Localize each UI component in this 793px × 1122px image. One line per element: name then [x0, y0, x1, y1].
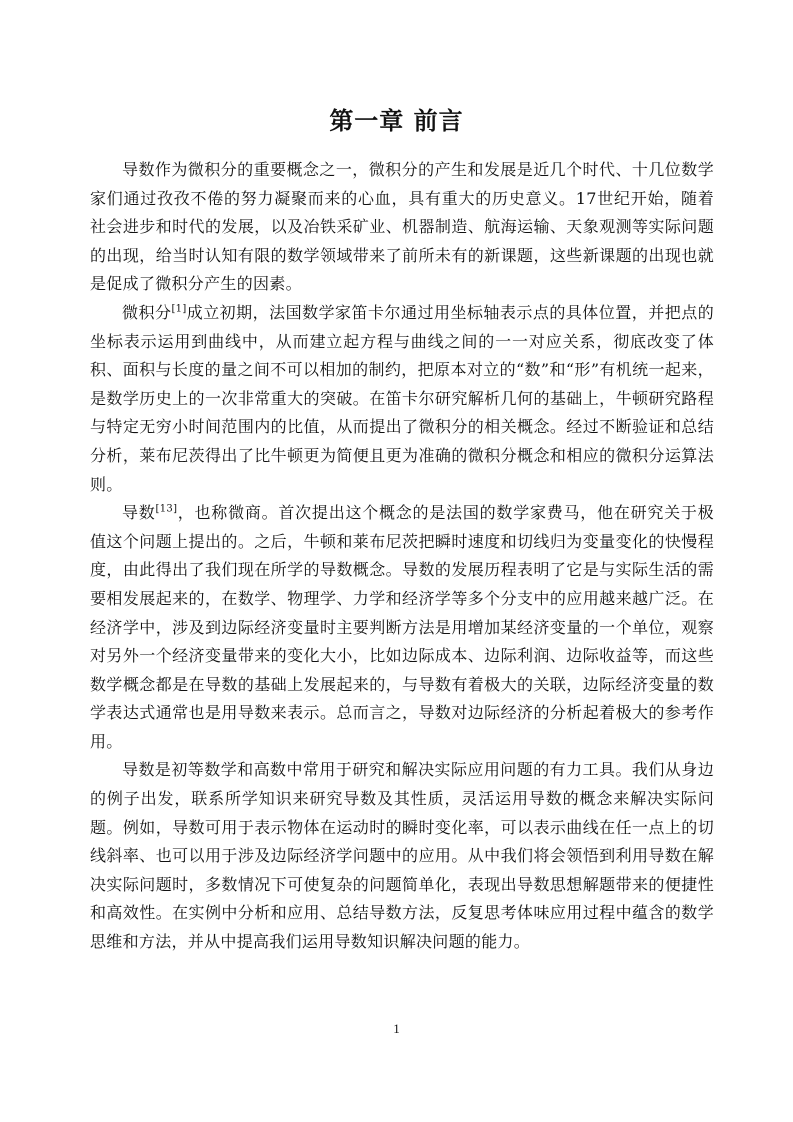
paragraph-lead: 微积分 [122, 302, 172, 322]
paragraph-text: 成立初期，法国数学家笛卡尔通过用坐标轴表示点的具体位置，并把点的坐标表示运用到曲线中，从而建立起方程与曲线之间的一一对应关系，彻底改变了体积、面积与长度的量之间不可以相加的制约，把原本对立的“数”和“形”有机统一起来，是数学历史上的一次非常重大的突破。在笛卡尔研究解析几何的基础上，牛顿研究路程与特定无穷小时间范围内的比值，从而提出了微积分的相关概念。经过不断验证和总结分析，莱布尼茨得出了比牛顿更为简便且更为准确的微积分概念和相应的微积分运算法则。 [90, 302, 714, 494]
chapter-title: 第一章 前言 [329, 107, 464, 135]
paragraph-2 [90, 299, 714, 499]
paragraph-4 [90, 756, 714, 956]
citation-ref: [13] [155, 503, 178, 515]
body-text [90, 156, 714, 957]
page-number: 1 [393, 1021, 400, 1036]
paragraph-text: 导数是初等数学和高数中常用于研究和解决实际应用问题的有力工具。我们从身边的例子出发，联系所学知识来研究导数及其性质，灵活运用导数的概念来解决实际问题。例如，导数可用于表示物体在运动时的瞬时变化率，可以表示曲线在任一点上的切线斜率、也可以用于涉及边际经济学问题中的应用。从中我们将会领悟到利用导数在解决实际问题时，多数情况下可使复杂的问题简单化，表现出导数思想解题带来的便捷性和高效性。在实例中分析和应用、总结导数方法，反复思考体味应用过程中蕴含的数学思维和方法，并从中提高我们运用导数知识解决问题的能力。 [90, 760, 714, 952]
paragraph-3 [90, 499, 714, 756]
paragraph-1 [90, 156, 714, 299]
citation-ref: [1] [171, 303, 187, 315]
paragraph-text: ，也称微商。首次提出这个概念的是法国的数学家费马，他在研究关于极值这个问题上提出的。之后，牛顿和莱布尼茨把瞬时速度和切线归为变量变化的快慢程度，由此得出了我们现在所学的导数概念。导数的发展历程表明了它是与实际生活的需要相发展起来的，在数学、物理学、力学和经济学等多个分支中的应用越来越广泛。在经济学中，涉及到边际经济变量时主要判断方法是用增加某经济变量的一个单位，观察对另外一个经济变量带来的变化大小，比如边际成本、边际利润、边际收益等，而这些数学概念都是在导数的基础上发展起来的，与导数有着极大的关联，边际经济变量的数学表达式通常也是用导数来表示。总而言之，导数对边际经济的分析起着极大的参考作用。 [90, 503, 714, 751]
paragraph-lead: 导数 [122, 503, 156, 523]
paragraph-text: 导数作为微积分的重要概念之一，微积分的产生和发展是近几个时代、十几位数学家们通过孜孜不倦的努力凝聚而来的心血，具有重大的历史意义。17世纪开始，随着社会进步和时代的发展，以及冶铁采矿业、机器制造、航海运输、天象观测等实际问题的出现，给当时认知有限的数学领域带来了前所未有的新课题，这些新课题的出现也就是促成了微积分产生的因素。 [90, 160, 714, 294]
